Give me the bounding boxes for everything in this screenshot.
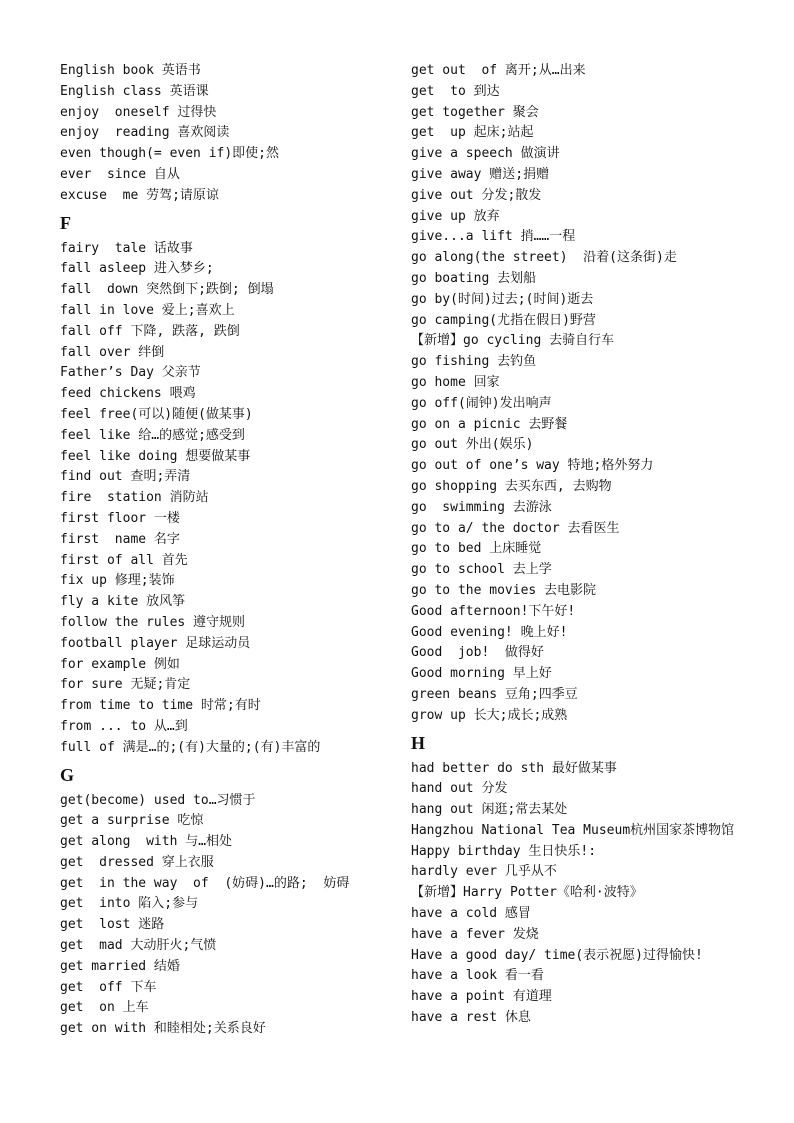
vocab-entry: give...a lift 捎……一程	[411, 229, 576, 245]
vocab-entry: get in the way of (妨碍)…的路; 妨碍	[60, 875, 350, 891]
vocab-entry: go home 回家	[411, 374, 500, 390]
vocab-entry: full of 满是…的;(有)大量的;(有)丰富的	[60, 739, 321, 755]
left-column	[60, 61, 396, 1040]
vocab-entry: go to bed 上床睡觉	[411, 541, 542, 557]
vocab-entry: get a surprise 吃惊	[60, 813, 204, 829]
vocab-entry: get mad 大动肝火;气愤	[60, 938, 217, 954]
vocab-entry: get out of 离开;从…出来	[411, 63, 586, 78]
vocab-entry: go on a picnic 去野餐	[411, 416, 568, 432]
vocab-entry: go to school 去上学	[411, 562, 552, 578]
vocab-entry: fall in love 爱上;喜欢上	[60, 302, 235, 318]
vocab-entry: fly a kite 放风筝	[60, 594, 186, 610]
vocab-entry: green beans 豆角;四季豆	[411, 686, 578, 702]
vocab-entry: 【新增】Harry Potter《哈利·波特》	[411, 885, 643, 901]
vocab-entry: go camping(尤指在假日)野营	[411, 312, 596, 328]
vocab-entry: go shopping 去买东西, 去购物	[411, 478, 612, 494]
vocab-entry: go out of one’s way 特地;格外努力	[411, 458, 654, 474]
vocab-entry: get married 结婚	[60, 958, 180, 974]
vocab-entry: hang out 闲逛;常去某处	[411, 802, 568, 818]
vocab-entry: first name 名字	[60, 531, 180, 547]
vocab-entry: enjoy reading 喜欢阅读	[60, 125, 230, 141]
vocab-entry: Hangzhou National Tea Museum杭州国家茶博物馆	[411, 822, 735, 838]
vocab-entry: hand out 分发	[411, 781, 508, 797]
vocab-entry: feel like doing 想要做某事	[60, 448, 251, 464]
vocab-entry: first of all 首先	[60, 552, 188, 568]
vocab-entry: ever since 自从	[60, 166, 180, 182]
vocab-entry: fairy tale 话故事	[60, 240, 193, 256]
vocab-entry: have a fever 发烧	[411, 926, 539, 942]
vocab-entry: get dressed 穿上衣服	[60, 854, 214, 870]
section-letter-h: H	[411, 732, 426, 753]
vocab-entry: had better do sth 最好做某事	[411, 760, 617, 776]
vocab-entry: feed chickens 喂鸡	[60, 386, 196, 402]
vocab-entry: go out 外出(娱乐)	[411, 437, 534, 453]
vocab-entry: feel like 给…的感觉;感受到	[60, 427, 245, 443]
vocab-entry: fall off 下降, 跌落, 跌倒	[60, 323, 240, 339]
vocab-entry: grow up 长大;成长;成熟	[411, 707, 568, 723]
vocab-entry: have a rest 休息	[411, 1010, 531, 1026]
vocab-entry: get on with 和睦相处;关系良好	[60, 1021, 266, 1037]
vocab-entry: excuse me 劳驾;请原谅	[60, 187, 219, 203]
vocab-entry: fix up 修理;装饰	[60, 573, 175, 589]
vocab-entry: Good evening! 晚上好!	[411, 624, 568, 640]
vocab-entry: go to a/ the doctor 去看医生	[411, 520, 620, 536]
vocab-entry: fall asleep 进入梦乡;	[60, 261, 214, 277]
vocab-entry: Happy birthday 生日快乐!:	[411, 843, 597, 859]
vocab-entry: from time to time 时常;有时	[60, 698, 261, 714]
vocab-entry: find out 查明;弄清	[60, 469, 191, 485]
vocab-entry: fall down 突然倒下;跌倒; 倒塌	[60, 282, 274, 298]
vocab-entry: football player 足球运动员	[60, 635, 251, 651]
vocab-entry: Good afternoon!下午好!	[411, 603, 576, 619]
vocab-entry: give away 赠送;捐赠	[411, 166, 550, 182]
vocab-entry: hardly ever 几乎从不	[411, 864, 557, 880]
vocab-entry: get to 到达	[411, 83, 500, 99]
vocab-entry: have a point 有道理	[411, 989, 552, 1005]
vocab-entry: Good morning 早上好	[411, 666, 552, 682]
vocab-entry: go to the movies 去电影院	[411, 582, 597, 598]
vocab-entry: go boating 去划船	[411, 270, 537, 286]
vocab-entry: English book 英语书	[60, 63, 201, 78]
vocab-entry: fire station 消防站	[60, 490, 209, 506]
vocab-entry: go off(闹钟)发出响声	[411, 395, 552, 411]
vocab-entry: go by(时间)过去;(时间)逝去	[411, 291, 594, 307]
vocab-entry: even though(= even if)即使;然	[60, 146, 280, 162]
vocab-entry: enjoy oneself 过得快	[60, 104, 217, 120]
vocab-entry: have a cold 感冒	[411, 906, 531, 922]
vocab-entry: get off 下车	[60, 979, 157, 995]
vocab-entry: give up 放弃	[411, 208, 500, 224]
vocab-entry: get on 上车	[60, 1000, 149, 1016]
vocab-entry: go fishing 去钓鱼	[411, 354, 537, 370]
vocab-entry: Have a good day/ time(表示祝愿)过得愉快!	[411, 947, 703, 963]
vocab-entry: from ... to 从…到	[60, 718, 188, 734]
right-column	[411, 61, 745, 1029]
vocab-entry: give a speech 做演讲	[411, 146, 560, 162]
vocab-entry: Good job! 做得好	[411, 645, 544, 661]
vocab-entry: go along(the street) 沿着(这条街)走	[411, 250, 677, 266]
vocab-entry: have a look 看一看	[411, 968, 544, 984]
vocab-entry: for sure 无疑;肯定	[60, 677, 191, 693]
vocab-entry: feel free(可以)随便(做某事)	[60, 406, 253, 422]
vocab-entry: get lost 迷路	[60, 917, 165, 933]
vocab-entry: for example 例如	[60, 656, 180, 672]
vocab-entry: 【新增】go cycling 去骑自行车	[411, 333, 615, 349]
vocab-entry: give out 分发;散发	[411, 187, 542, 203]
section-letter-g: G	[60, 764, 75, 785]
vocab-entry: get(become) used to…习惯于	[60, 792, 256, 808]
vocab-entry: go swimming 去游泳	[411, 499, 552, 515]
section-letter-f: F	[60, 212, 71, 233]
vocab-entry: follow the rules 遵守规则	[60, 614, 246, 630]
vocab-entry: get into 陷入;参与	[60, 896, 199, 912]
vocab-entry: get up 起床;站起	[411, 125, 534, 141]
vocab-entry: English class 英语课	[60, 83, 209, 99]
vocab-entry: Father’s Day 父亲节	[60, 365, 201, 381]
vocab-entry: first floor 一楼	[60, 510, 180, 526]
vocab-entry: get together 聚会	[411, 104, 539, 120]
vocab-entry: get along with 与…相处	[60, 834, 233, 850]
vocab-entry: fall over 绊倒	[60, 344, 165, 360]
